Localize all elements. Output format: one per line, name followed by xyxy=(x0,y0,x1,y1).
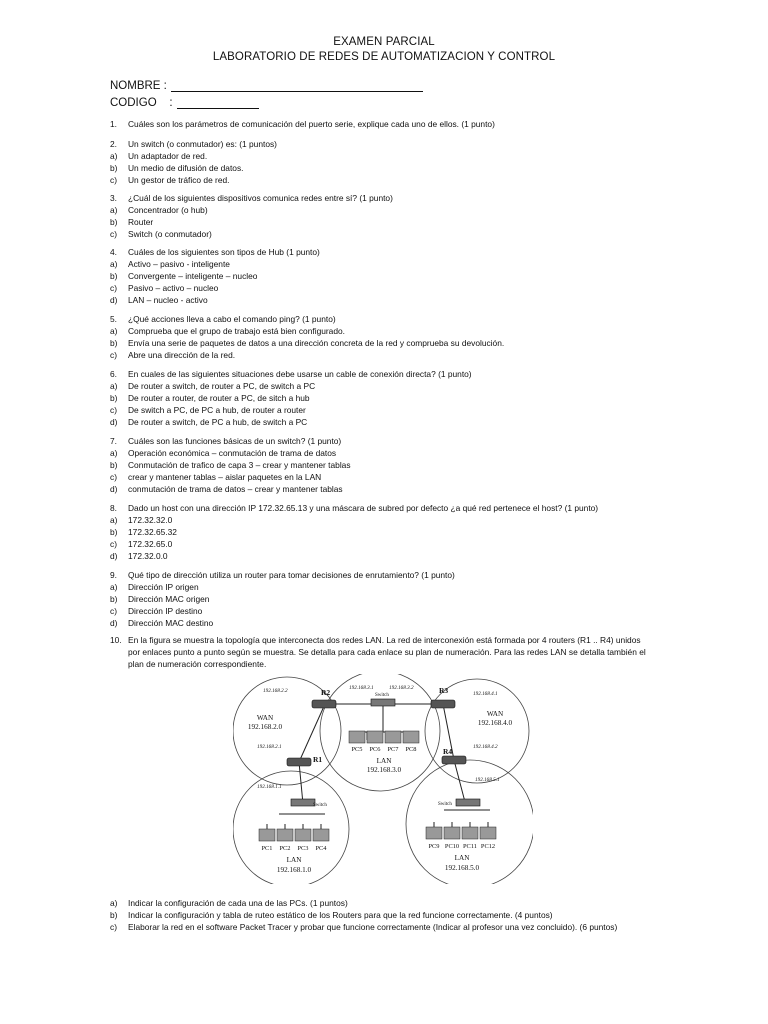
name-label: NOMBRE : xyxy=(110,80,167,92)
question-stem xyxy=(110,246,650,258)
answer-option xyxy=(110,471,650,483)
option-text: conmutación de trama de datos – crear y mantener tablas xyxy=(128,484,343,494)
answer-option xyxy=(110,270,650,282)
pc-label: PC2 xyxy=(279,845,291,852)
question-number: 10. xyxy=(110,635,122,645)
wan-right-net: 192.168.4.0 xyxy=(477,719,513,727)
option-letter: a) xyxy=(110,381,118,391)
task-letter: b) xyxy=(110,910,118,920)
option-letter: b) xyxy=(110,338,118,348)
pc-label: PC6 xyxy=(369,746,381,753)
lan-right-title: LAN xyxy=(454,854,470,862)
code-label: CODIGO : xyxy=(110,97,173,109)
task-text: Indicar la configuración de cada una de las PCs. (1 puntos) xyxy=(128,898,348,908)
switch-label: Switch xyxy=(313,803,327,808)
question-text: Cuáles son los parámetros de comunicación del puerto serie, explique cada uno de ellos. (1 punto) xyxy=(128,119,495,129)
question-10 xyxy=(110,634,650,670)
option-letter: b) xyxy=(110,271,118,281)
pc-icon xyxy=(259,829,275,841)
ip-label: 192.168.4.2 xyxy=(473,744,498,750)
lan-left-title: LAN xyxy=(286,856,302,864)
question-stem xyxy=(110,634,650,670)
answer-option xyxy=(110,526,650,538)
option-letter: b) xyxy=(110,163,118,173)
wan-right-title: WAN xyxy=(486,710,504,718)
option-text: 172.32.65.32 xyxy=(128,527,177,537)
option-text: Comprueba que el grupo de trabajo está bien configurado. xyxy=(128,326,345,336)
option-letter: c) xyxy=(110,472,117,482)
pc-icon xyxy=(313,829,329,841)
task-text: Indicar la configuración y tabla de ruteo estático de los Routers para que la red funcione correctamente. (4 puntos) xyxy=(128,910,553,920)
pc-icon xyxy=(277,829,293,841)
question-2 xyxy=(110,138,650,186)
option-text: Concentrador (o hub) xyxy=(128,205,208,215)
task-letter: a) xyxy=(110,898,118,908)
question-text: Un switch (o conmutador) es: (1 puntos) xyxy=(128,139,277,149)
option-text: Envía una serie de paquetes de datos a una dirección concreta de la red y comprueba su devolución. xyxy=(128,338,505,348)
question-stem xyxy=(110,313,650,325)
option-letter: d) xyxy=(110,484,118,494)
ip-label: 192.168.5.1 xyxy=(475,777,500,783)
question-number: 1. xyxy=(110,119,117,129)
option-text: Dirección MAC destino xyxy=(128,618,214,628)
answer-option xyxy=(110,325,650,337)
pc-icon xyxy=(426,827,442,839)
pc-label: PC10 xyxy=(444,843,460,850)
task-text: Elaborar la red en el software Packet Tracer y probar que funcione correctamente (Indicar al profesor una vez concluido). (6 puntos) xyxy=(128,922,618,932)
router-r1-icon xyxy=(287,758,311,766)
option-letter: b) xyxy=(110,393,118,403)
ip-label: 192.168.2.1 xyxy=(257,744,282,750)
pc-icon xyxy=(295,829,311,841)
question-text: Qué tipo de dirección utiliza un router para tomar decisiones de enrutamiento? (1 punto) xyxy=(128,570,455,580)
pc-icon xyxy=(444,827,460,839)
switch-label: Switch xyxy=(438,802,452,807)
option-letter: a) xyxy=(110,448,118,458)
answer-option xyxy=(110,447,650,459)
question-number: 2. xyxy=(110,139,117,149)
option-text: 172.32.32.0 xyxy=(128,515,173,525)
exam-subtitle: LABORATORIO DE REDES DE AUTOMATIZACION Y CONTROL xyxy=(212,51,556,63)
question-stem xyxy=(110,368,650,380)
option-text: Dirección MAC origen xyxy=(128,594,210,604)
option-letter: a) xyxy=(110,582,118,592)
question-5 xyxy=(110,313,650,361)
lan-mid-title: LAN xyxy=(376,757,392,765)
answer-option xyxy=(110,483,650,495)
task-letter: c) xyxy=(110,922,117,932)
question-9 xyxy=(110,569,650,629)
question-1 xyxy=(110,118,650,130)
option-letter: b) xyxy=(110,460,118,470)
code-field xyxy=(110,97,259,109)
option-letter: a) xyxy=(110,205,118,215)
router-r2-icon xyxy=(312,700,336,708)
question-stem xyxy=(110,569,650,581)
question-text: ¿Qué acciones lleva a cabo el comando ping? (1 punto) xyxy=(128,314,336,324)
answer-option xyxy=(110,538,650,550)
question-8 xyxy=(110,502,650,562)
pc-icon xyxy=(349,731,365,743)
answer-option xyxy=(110,174,650,186)
question-text: Cuáles de los siguientes son tipos de Hub (1 punto) xyxy=(128,247,320,257)
option-letter: c) xyxy=(110,229,117,239)
option-text: Un adaptador de red. xyxy=(128,151,208,161)
ip-label: 192.168.4.1 xyxy=(473,691,498,697)
question-text: Dado un host con una dirección IP 172.32.65.13 y una máscara de subred por defecto ¿a qué red pertenece el host? (1 punto) xyxy=(128,503,599,513)
option-text: Un gestor de tráfico de red. xyxy=(128,175,230,185)
option-letter: c) xyxy=(110,606,117,616)
option-text: Operación económica – conmutación de trama de datos xyxy=(128,448,337,458)
answer-option xyxy=(110,392,650,404)
lan-left-net: 192.168.1.0 xyxy=(276,866,312,874)
answer-option xyxy=(110,593,650,605)
question-6 xyxy=(110,368,650,428)
option-letter: d) xyxy=(110,295,118,305)
name-blank-line xyxy=(171,81,423,92)
question-4 xyxy=(110,246,650,306)
pc-label: PC12 xyxy=(480,843,496,850)
question-number: 3. xyxy=(110,193,117,203)
switch-left-icon xyxy=(291,799,315,806)
task-item xyxy=(110,897,650,909)
question-3 xyxy=(110,192,650,240)
option-letter: b) xyxy=(110,527,118,537)
question-number: 9. xyxy=(110,570,117,580)
question-number: 5. xyxy=(110,314,117,324)
option-letter: c) xyxy=(110,175,117,185)
pc-label: PC9 xyxy=(428,843,440,850)
answer-option xyxy=(110,258,650,270)
pc-icon xyxy=(385,731,401,743)
pc-icon xyxy=(403,731,419,743)
code-blank-line xyxy=(177,98,259,109)
router-r3-icon xyxy=(431,700,455,708)
ip-label: 192.168.2.2 xyxy=(263,688,288,694)
network-topology-diagram xyxy=(233,674,533,884)
answer-option xyxy=(110,459,650,471)
switch-mid-icon xyxy=(371,699,395,706)
pc-label: PC5 xyxy=(351,746,363,753)
option-letter: c) xyxy=(110,405,117,415)
question-text: Cuáles son las funciones básicas de un switch? (1 punto) xyxy=(128,436,342,446)
option-text: De switch a PC, de PC a hub, de router a router xyxy=(128,405,306,415)
switch-label: Switch xyxy=(375,693,389,698)
answer-option xyxy=(110,581,650,593)
router-r1-label: R1 xyxy=(313,755,323,764)
answer-option xyxy=(110,162,650,174)
ip-label: 192.168.3.2 xyxy=(389,685,414,691)
option-text: LAN – nucleo - activo xyxy=(128,295,208,305)
pc-label: PC1 xyxy=(261,845,273,852)
question-stem xyxy=(110,435,650,447)
question-number: 6. xyxy=(110,369,117,379)
answer-option xyxy=(110,150,650,162)
question-10-tasks xyxy=(110,897,650,933)
question-number: 7. xyxy=(110,436,117,446)
question-text: En la figura se muestra la topología que interconecta dos redes LAN. La red de interconexión está formada por 4 routers (R1 .. R4) unidos por enlaces punto a punto según se muestra. Se detalla para cada enlace su plan de numeración. Para las redes LAN se detalla también el plan de numeración correspondiente. xyxy=(128,635,646,669)
exam-title: EXAMEN PARCIAL xyxy=(333,36,435,48)
option-text: Pasivo – activo – nucleo xyxy=(128,283,219,293)
answer-option xyxy=(110,282,650,294)
option-letter: b) xyxy=(110,217,118,227)
option-letter: c) xyxy=(110,350,117,360)
task-item xyxy=(110,921,650,933)
option-text: Un medio de difusión de datos. xyxy=(128,163,244,173)
option-letter: a) xyxy=(110,259,118,269)
router-r4-icon xyxy=(442,756,466,764)
pc-label: PC4 xyxy=(315,845,327,852)
option-letter: a) xyxy=(110,326,118,336)
pc-icon xyxy=(462,827,478,839)
option-text: 172.32.65.0 xyxy=(128,539,173,549)
switch-right-icon xyxy=(456,799,480,806)
option-text: Dirección IP origen xyxy=(128,582,199,592)
wan-left-net: 192.168.2.0 xyxy=(247,723,283,731)
router-r4-label: R4 xyxy=(443,747,453,756)
task-item xyxy=(110,909,650,921)
answer-option xyxy=(110,550,650,562)
lan-right-net: 192.168.5.0 xyxy=(444,864,480,872)
option-text: Router xyxy=(128,217,154,227)
answer-option xyxy=(110,216,650,228)
option-text: Convergente – inteligente – nucleo xyxy=(128,271,258,281)
wan-left-title: WAN xyxy=(256,714,274,722)
ip-label: 192.168.1.1 xyxy=(257,784,282,790)
option-text: Conmutación de trafico de capa 3 – crear y mantener tablas xyxy=(128,460,351,470)
option-text: Activo – pasivo - inteligente xyxy=(128,259,230,269)
option-text: Dirección IP destino xyxy=(128,606,203,616)
option-letter: d) xyxy=(110,618,118,628)
question-text: En cuales de las siguientes situaciones debe usarse un cable de conexión directa? (1 punto) xyxy=(128,369,472,379)
question-stem xyxy=(110,192,650,204)
question-7 xyxy=(110,435,650,495)
ip-label: 192.168.3.1 xyxy=(349,685,374,691)
question-text: ¿Cuál de los siguientes dispositivos comunica redes entre sí? (1 punto) xyxy=(128,193,393,203)
answer-option xyxy=(110,294,650,306)
pc-icon xyxy=(480,827,496,839)
option-text: De router a router, de router a PC, de sitch a hub xyxy=(128,393,310,403)
option-text: De router a switch, de PC a hub, de switch a PC xyxy=(128,417,308,427)
router-r3-label: R3 xyxy=(439,686,449,695)
name-field xyxy=(110,80,423,92)
answer-option xyxy=(110,204,650,216)
topology-svg xyxy=(233,674,533,884)
pc-label: PC8 xyxy=(405,746,417,753)
option-text: Abre una dirección de la red. xyxy=(128,350,236,360)
question-number: 8. xyxy=(110,503,117,513)
option-letter: a) xyxy=(110,515,118,525)
option-text: crear y mantener tablas – aislar paquetes en la LAN xyxy=(128,472,322,482)
option-text: Switch (o conmutador) xyxy=(128,229,212,239)
pc-label: PC11 xyxy=(463,843,477,850)
pc-icon xyxy=(367,731,383,743)
answer-option xyxy=(110,337,650,349)
answer-option xyxy=(110,605,650,617)
option-letter: d) xyxy=(110,417,118,427)
pc-label: PC3 xyxy=(297,845,309,852)
option-letter: c) xyxy=(110,283,117,293)
answer-option xyxy=(110,380,650,392)
option-letter: d) xyxy=(110,551,118,561)
option-letter: b) xyxy=(110,594,118,604)
question-stem xyxy=(110,138,650,150)
answer-option xyxy=(110,617,650,629)
answer-option xyxy=(110,404,650,416)
question-stem xyxy=(110,502,650,514)
option-letter: a) xyxy=(110,151,118,161)
lan-mid-net: 192.168.3.0 xyxy=(366,766,402,774)
answer-option xyxy=(110,416,650,428)
option-text: De router a switch, de router a PC, de switch a PC xyxy=(128,381,316,391)
question-number: 4. xyxy=(110,247,117,257)
answer-option xyxy=(110,228,650,240)
option-text: 172.32.0.0 xyxy=(128,551,168,561)
question-stem xyxy=(110,118,650,130)
answer-option xyxy=(110,349,650,361)
router-r2-label: R2 xyxy=(321,688,331,697)
option-letter: c) xyxy=(110,539,117,549)
pc-label: PC7 xyxy=(387,746,399,753)
answer-option xyxy=(110,514,650,526)
